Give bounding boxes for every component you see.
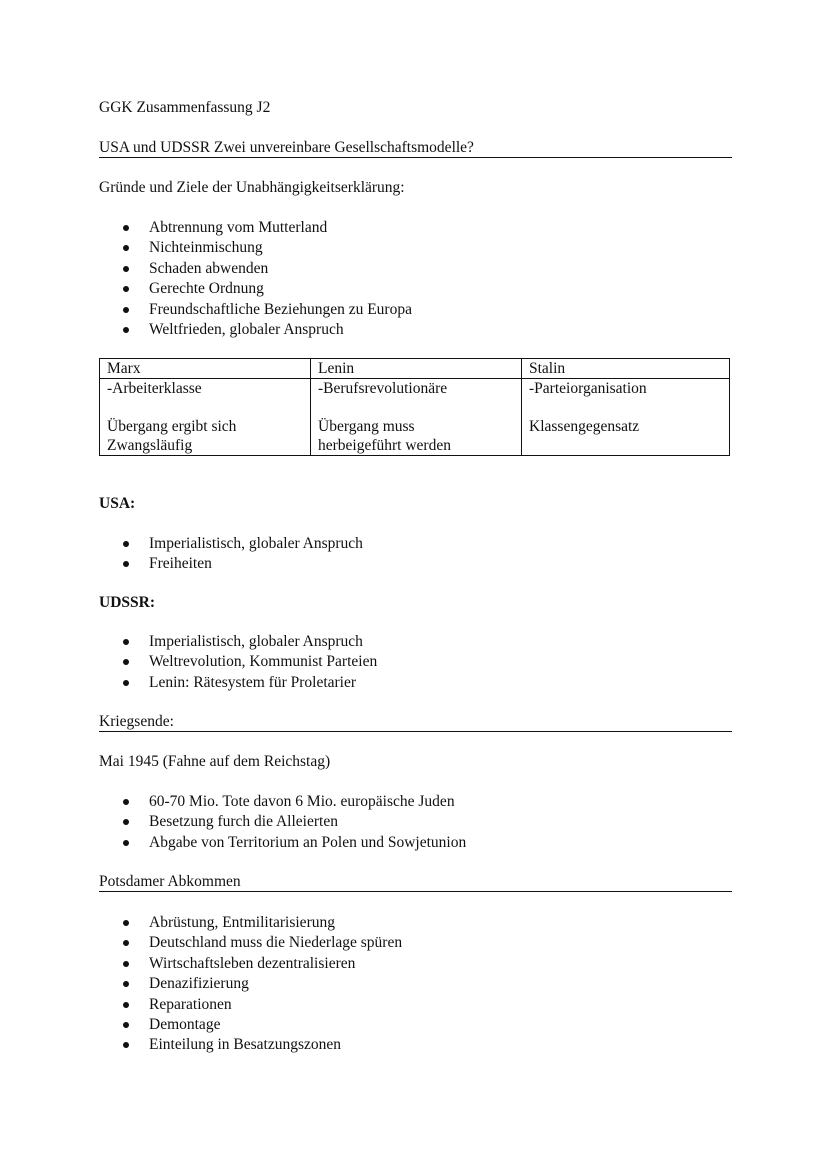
bullet-icon — [123, 680, 129, 686]
bullet-icon — [123, 327, 129, 333]
bullet-icon — [123, 1042, 129, 1048]
list-item: Reparationen — [99, 995, 402, 1015]
comparison-table — [99, 358, 730, 456]
bullet-icon — [123, 541, 129, 547]
udssr-heading: UDSSR: — [99, 594, 155, 611]
list-item: Lenin: Rätesystem für Proletarier — [99, 673, 377, 693]
bullet-icon — [123, 266, 129, 272]
bullet-icon — [123, 920, 129, 926]
usa-heading: USA: — [99, 495, 136, 512]
table-header-marx: Marx — [100, 359, 311, 379]
list-item: Freundschaftliche Beziehungen zu Europa — [99, 300, 412, 320]
bullet-icon — [123, 799, 129, 805]
list-item: Nichteinmischung — [99, 238, 412, 258]
table-cell-marx: -Arbeiterklasse Übergang ergibt sich Zwangsläufig — [100, 379, 311, 456]
list-item: Imperialistisch, globaler Anspruch — [99, 534, 363, 554]
bullet-icon — [123, 561, 129, 567]
bullet-icon — [123, 639, 129, 645]
list-item: Gerechte Ordnung — [99, 279, 412, 299]
section-heading-usa-udssr: USA und UDSSR Zwei unvereinbare Gesellschaftsmodelle? — [99, 139, 474, 156]
list-item: Demontage — [99, 1015, 402, 1035]
heading-underline — [99, 157, 732, 158]
bullet-icon — [123, 659, 129, 665]
kriegsende-date: Mai 1945 (Fahne auf dem Reichstag) — [99, 753, 331, 770]
kriegsende-list — [99, 792, 466, 853]
list-item: Schaden abwenden — [99, 259, 412, 279]
table-cell-stalin: -Parteiorganisation Klassengegensatz — [522, 379, 730, 456]
bullet-icon — [123, 961, 129, 967]
table-header-row — [100, 359, 730, 379]
kriegsende-heading: Kriegsende: — [99, 713, 174, 730]
list-item: Freiheiten — [99, 554, 363, 574]
subheading-independence: Gründe und Ziele der Unabhängigkeitserklärung: — [99, 179, 405, 196]
bullet-icon — [123, 1022, 129, 1028]
bullet-icon — [123, 840, 129, 846]
udssr-list — [99, 632, 377, 693]
potsdam-heading: Potsdamer Abkommen — [99, 873, 241, 890]
list-item: Denazifizierung — [99, 974, 402, 994]
table-cell-lenin: -Berufsrevolutionäre Übergang muss herbeigeführt werden — [311, 379, 522, 456]
list-item: Abtrennung vom Mutterland — [99, 218, 412, 238]
list-item: Einteilung in Besatzungszonen — [99, 1035, 402, 1055]
table-header-lenin: Lenin — [311, 359, 522, 379]
list-item: Imperialistisch, globaler Anspruch — [99, 632, 377, 652]
list-item: Wirtschaftsleben dezentralisieren — [99, 954, 402, 974]
list-item: Weltrevolution, Kommunist Parteien — [99, 652, 377, 672]
list-item: Deutschland muss die Niederlage spüren — [99, 933, 402, 953]
list-item: Abrüstung, Entmilitarisierung — [99, 913, 402, 933]
list-item: Weltfrieden, globaler Anspruch — [99, 320, 412, 340]
heading-underline — [99, 891, 732, 892]
list-item: Besetzung furch die Alleierten — [99, 812, 466, 832]
independence-list — [99, 218, 412, 340]
table-header-stalin: Stalin — [522, 359, 730, 379]
bullet-icon — [123, 245, 129, 251]
bullet-icon — [123, 286, 129, 292]
usa-list — [99, 534, 363, 575]
heading-underline — [99, 731, 732, 732]
bullet-icon — [123, 307, 129, 313]
potsdam-list — [99, 913, 402, 1056]
bullet-icon — [123, 940, 129, 946]
bullet-icon — [123, 819, 129, 825]
bullet-icon — [123, 1002, 129, 1008]
list-item: 60-70 Mio. Tote davon 6 Mio. europäische Juden — [99, 792, 466, 812]
table-row — [100, 379, 730, 456]
list-item: Abgabe von Territorium an Polen und Sowjetunion — [99, 833, 466, 853]
bullet-icon — [123, 225, 129, 231]
bullet-icon — [123, 981, 129, 987]
document-title: GGK Zusammenfassung J2 — [99, 99, 271, 116]
